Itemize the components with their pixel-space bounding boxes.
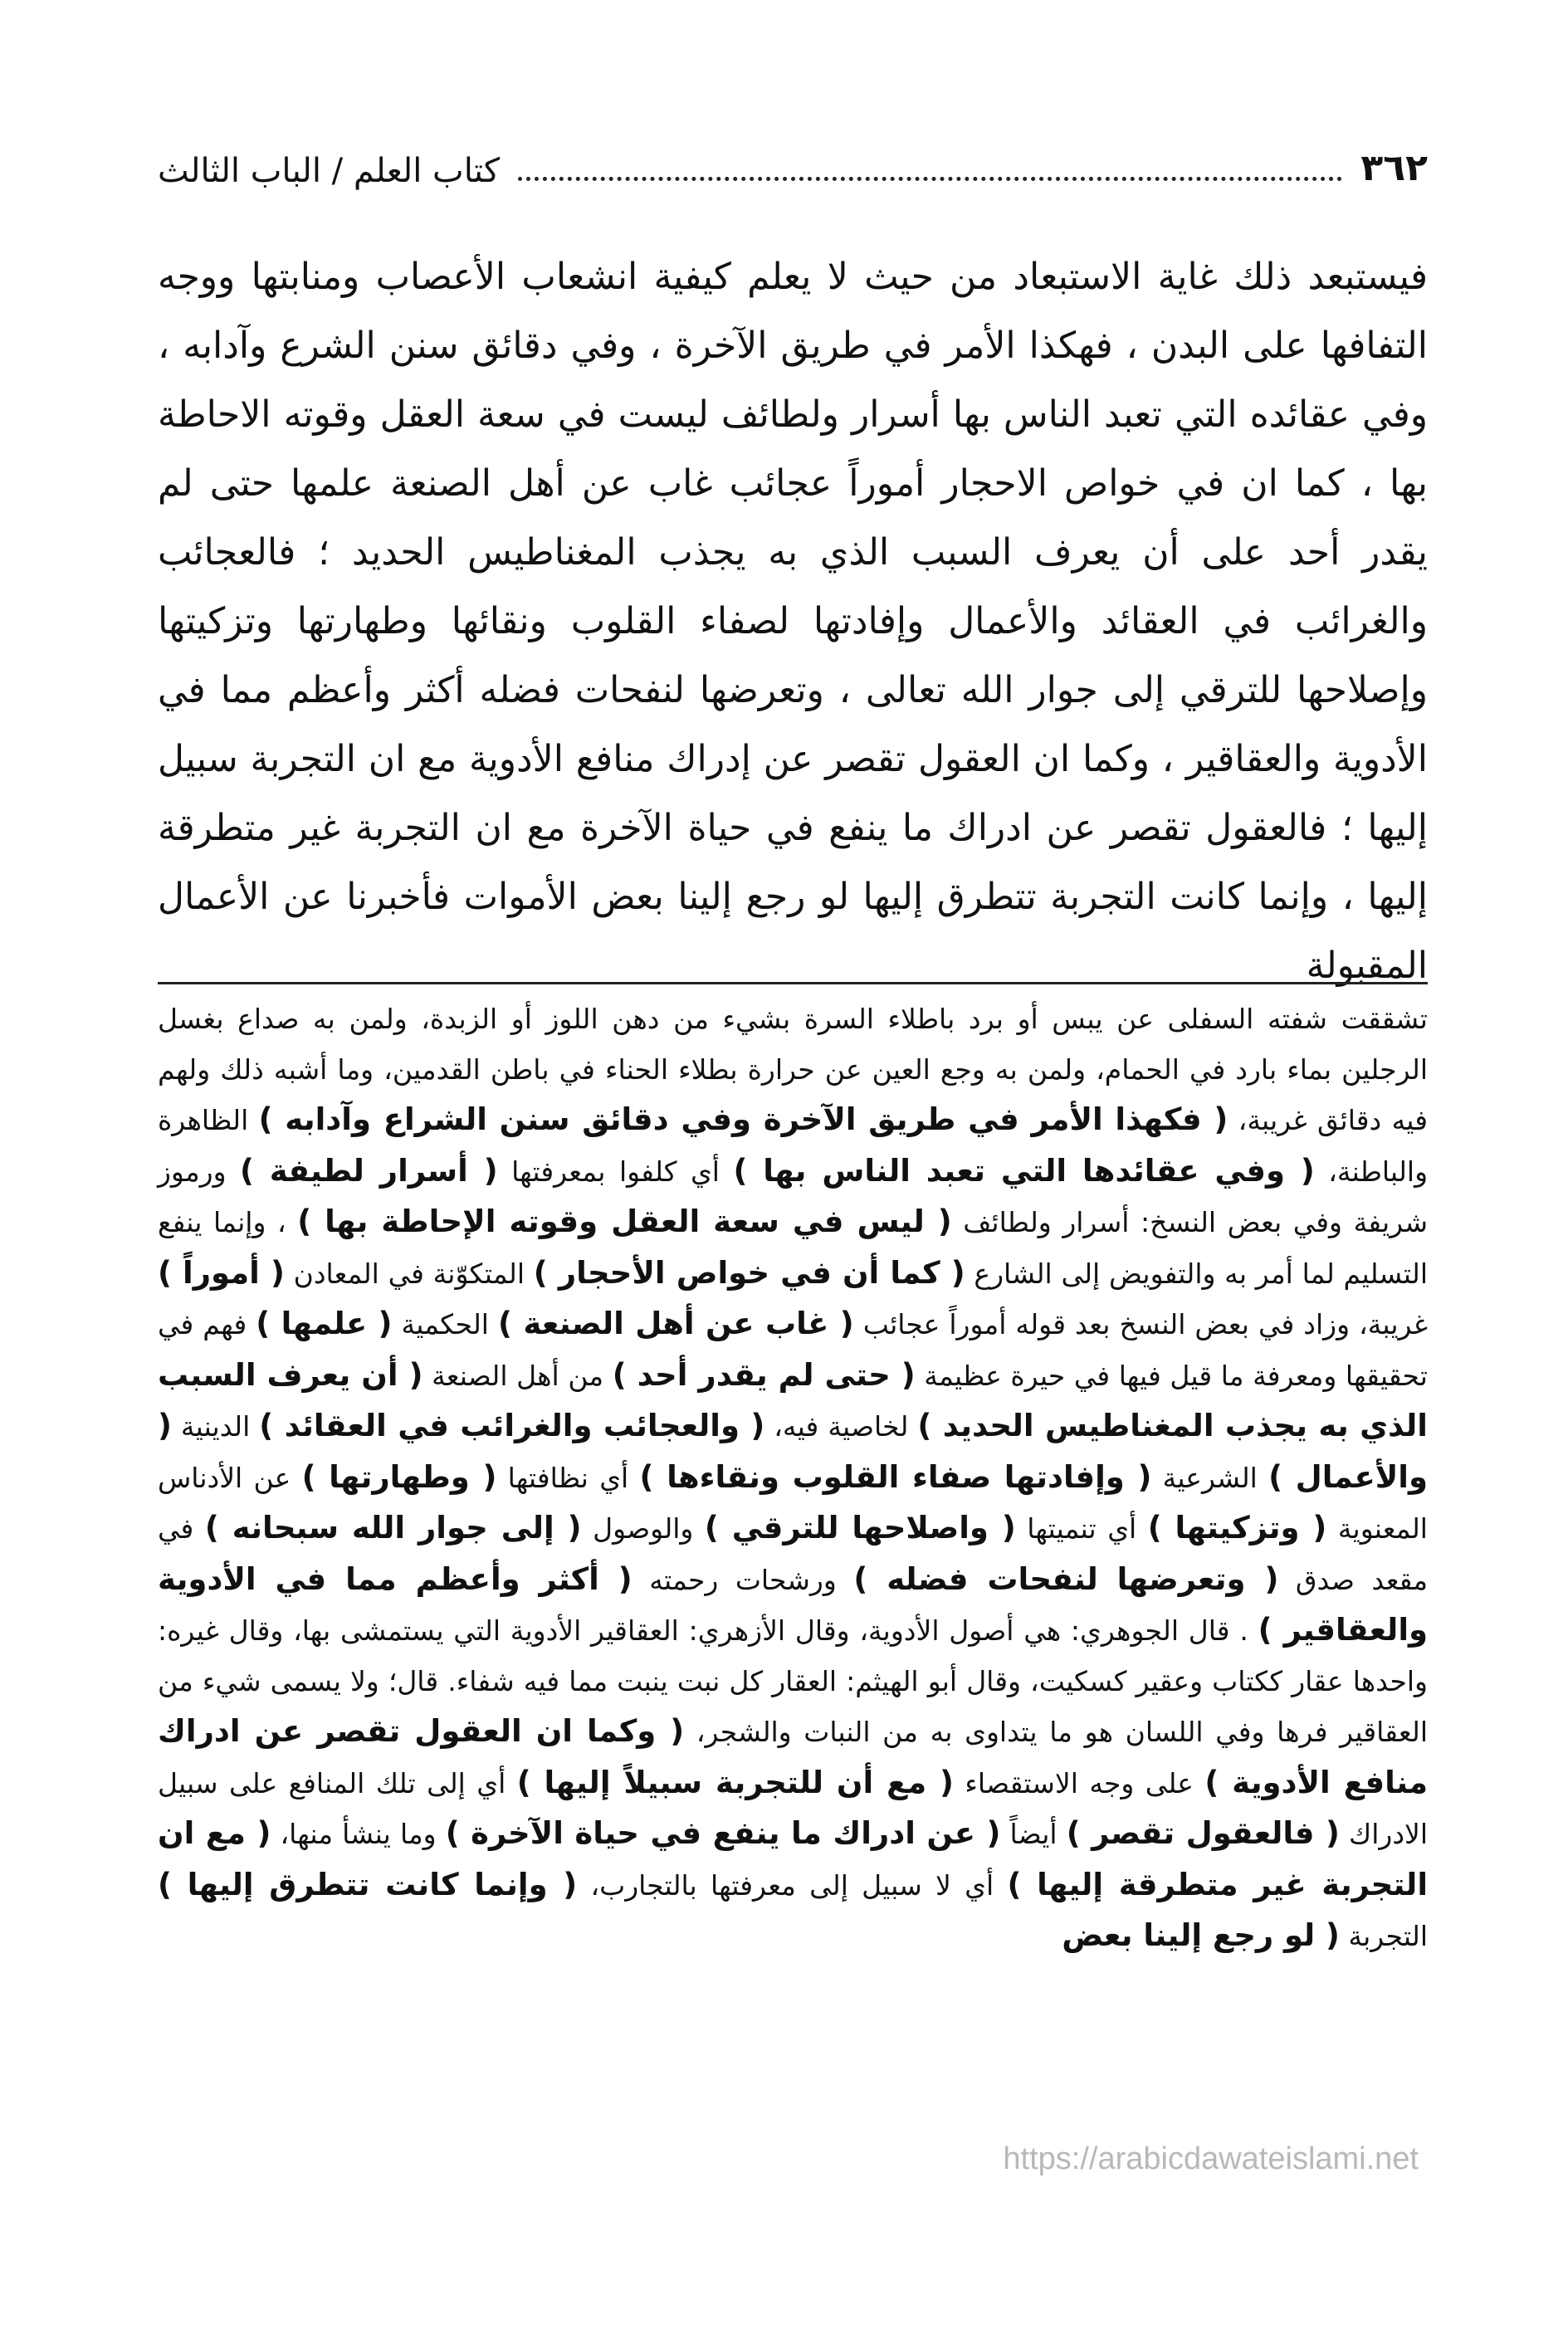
footnote-segment: والوصول ( إلى جوار الله سبحانه ) <box>204 1510 694 1546</box>
main-text: فيستبعد ذلك غاية الاستبعاد من حيث لا يعلم كيفية انشعاب الأعصاب ومنابتها ووجه التفافها على البدن ، فهكذا الأمر في طريق الآخرة ، وفي دقائق سنن الشرع وآدابه ، وفي عقائده التي تعبد الناس بها أسرار ولطائف ليست في سعة العقل وقوته الاحاطة بها ، كما ان في خواص الاحجار أموراً عجائب غاب عن أهل الصنعة علمها حتى لم يقدر أحد على أن يعرف السبب الذي به يجذب المغناطيس الحديد ؛ فالعجائب والغرائب في العقائد والأعمال وإفادتها لصفاء القلوب ونقائها وطهارتها وتزكيتها وإصلاحها للترقي إلى جوار الله تعالى ، وتعرضها لنفحات فضله أكثر وأعظم مما في الأدوية والعقاقير ، وكما ان العقول تقصر عن إدراك منافع الأدوية مع ان التجربة سبيل إليها ؛ فالعقول تقصر عن ادراك ما ينفع في حياة الآخرة مع ان التجربة غير متطرقة إليها ، وإنما كانت التجربة تتطرق إليها لو رجع إلينا بعض الأموات فأخبرنا عن الأعمال المقبولة <box>158 256 1428 987</box>
footnote-segment: غريبة، وزاد في بعض النسخ بعد قوله أموراً عجائب ( غاب عن أهل الصنعة ) <box>498 1306 1428 1341</box>
footnote-segment: التجربة ( لو رجع إلينا بعض <box>1062 1917 1428 1953</box>
footnote-segment: تشققت شفته السفلى عن يبس أو برد باطلاء السرة بشيء من دهن اللوز أو الزبدة، ولمن به صداع بغسل الرجلين بماء بارد في الحمام، ولمن به وجع العين عن حرارة بطلاء الحناء في باطن القدمين، وما أشبه ذلك ولهم فيه دقائق غريبة، ( فكهذا الأمر في طريق الآخرة وفي دقائق سنن الشراع وآدابه ) <box>158 1003 1429 1137</box>
footnote-segment: أي نظافتها ( وطهارتها ) <box>301 1458 629 1495</box>
footnote-segment: المتكوّنة في المعادن ( أموراً ) <box>158 1254 525 1291</box>
footnote-segment: لخاصية فيه، ( والعجائب والغرائب في العقائد ) <box>259 1408 909 1443</box>
footnote-segment: على وجه الاستقصاء ( مع أن للتجربة سبيلاً إليها ) <box>516 1764 1194 1800</box>
footnote-segment: أي إلى تلك المنافع على سبيل الادراك ( فالعقول تقصر ) <box>158 1766 1428 1851</box>
running-title: كتاب العلم / الباب الثالث <box>158 152 500 190</box>
footnote-segment: ورشحات رحمته ( أكثر وأعظم مما في الأدوية والعقاقير ) <box>158 1560 1428 1648</box>
footnote-segment: الدينية ( والأعمال ) <box>158 1408 1428 1495</box>
footnote-segment: أي تنميتها ( واصلاحها للترقي ) <box>704 1510 1137 1546</box>
footnote-segment: . قال الجوهري: هي أصول الأدوية، وقال الأزهري: العقاقير الأدوية التي يستمشى بها، وقال غيره: واحدها عقار ككتاب وعقير كسكيت، وقال أبو الهيثم: العقار كل نبت ينبت مما فيه شفاء. قال؛ ولا يسمى شيء من العقاقير فرها وفي اللسان هو ما يتداوى به من النبات والشجر، ( وكما ان العقول تقصر عن ادراك منافع الأدوية ) <box>158 1614 1429 1800</box>
footnote-segment: ، وإنما ينفع التسليم لما أمر به والتفويض إلى الشارع ( كما أن في خواص الأحجار ) <box>158 1206 1428 1291</box>
footnote <box>158 994 1428 1962</box>
footnote-segment: الحكمية ( علمها ) <box>256 1306 489 1341</box>
footnote-segment: الشرعية ( وإفادتها صفاء القلوب ونقاءها ) <box>639 1458 1258 1495</box>
watermark-url: https://arabicdawateislami.net <box>1003 2141 1419 2176</box>
footnote-divider <box>158 982 1428 984</box>
footnote-segment: أيضاً ( عن ادراك ما ينفع في حياة الآخرة ) <box>445 1815 1058 1851</box>
footnote-segment: وما ينشأ منها، ( مع ان التجربة غير متطرقة إليها ) <box>158 1815 1428 1902</box>
footnote-segment: الظاهرة والباطنة، ( وفي عقائدها التي تعبد الناس بها ) <box>158 1104 1429 1189</box>
footnote-segment: ورموز شريفة وفي بعض النسخ: أسرار ولطائف ( ليس في سعة العقل وقوته الإحاطة بها ) <box>158 1155 1428 1239</box>
page-number: ٣٦٢ <box>1360 147 1428 190</box>
footnote-segment: في مقعد صدق ( وتعرضها لنفحات فضله ) <box>158 1512 1428 1597</box>
footnote-segment: عن الأدناس المعنوية ( وتزكيتها ) <box>158 1461 1428 1546</box>
running-head <box>158 133 1428 191</box>
footnote-segment: من أهل الصنعة ( أن يعرف السبب الذي به يجذب المغناطيس الحديد ) <box>158 1356 1428 1443</box>
footnote-segment: فهم في تحقيقها ومعرفة ما قيل فيها في حيرة عظيمة ( حتى لم يقدر أحد ) <box>158 1308 1428 1393</box>
dotted-leader <box>518 176 1342 181</box>
footnote-segment: أي كلفوا بمعرفتها ( أسرار لطيفة ) <box>240 1152 720 1189</box>
footnote-segment: أي لا سبيل إلى معرفتها بالتجارب، ( وإنما كانت تتطرق إليها ) <box>158 1866 994 1902</box>
